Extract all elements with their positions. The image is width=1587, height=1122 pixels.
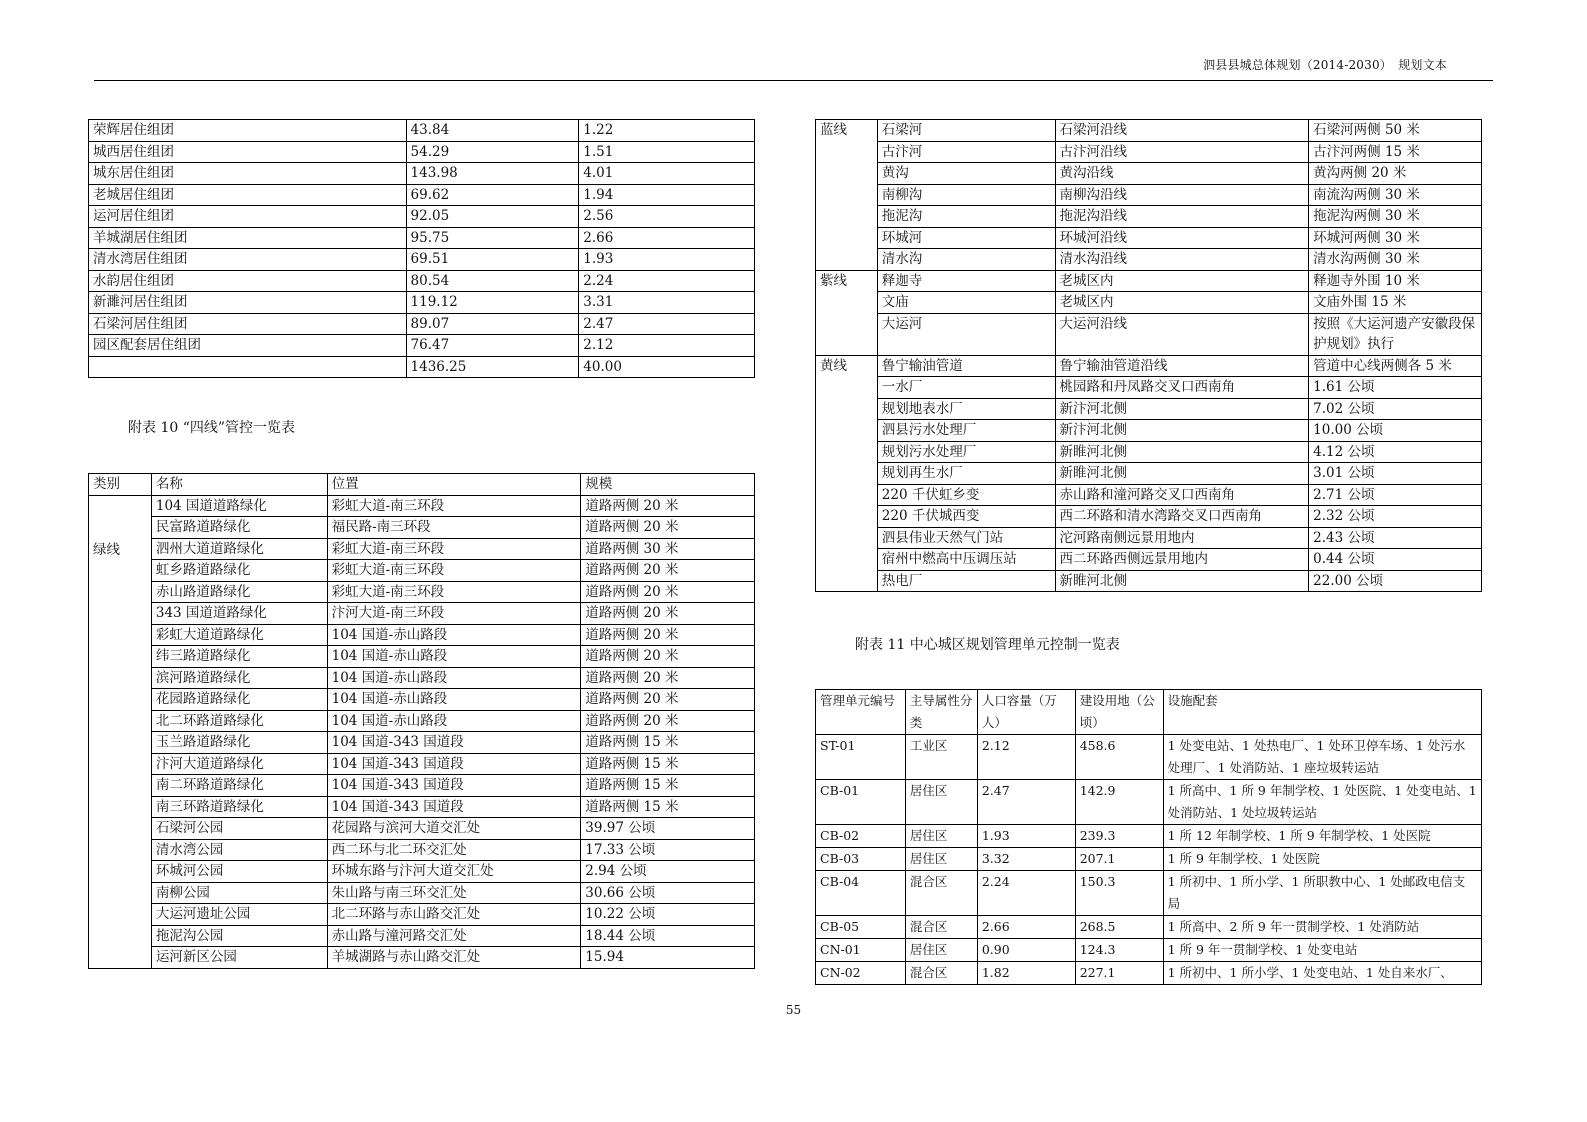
table-row bbox=[89, 689, 755, 711]
table-row bbox=[816, 962, 1482, 985]
name-cell: 石梁河公园 bbox=[151, 818, 327, 840]
table-row bbox=[816, 184, 1482, 206]
table-row bbox=[816, 249, 1482, 271]
table-row bbox=[816, 506, 1482, 528]
location-cell: 104 国道-赤山路段 bbox=[327, 710, 581, 732]
table-row bbox=[89, 861, 755, 883]
name-cell: 大运河 bbox=[877, 313, 1055, 355]
location-cell: 石梁河沿线 bbox=[1055, 120, 1309, 142]
table-row bbox=[89, 270, 755, 292]
scale-cell: 古汴河两侧 15 米 bbox=[1309, 141, 1482, 163]
scale-cell: 道路两侧 30 米 bbox=[581, 538, 755, 560]
table-row bbox=[89, 538, 755, 560]
area-cell: 89.07 bbox=[406, 313, 579, 335]
area-cell: 92.05 bbox=[406, 206, 579, 228]
name-cell: 220 千伏城西变 bbox=[877, 506, 1055, 528]
percent-cell: 1.22 bbox=[579, 120, 755, 142]
location-cell: 104 国道-赤山路段 bbox=[327, 646, 581, 668]
table-row bbox=[89, 667, 755, 689]
location-cell: 花园路与滨河大道交汇处 bbox=[327, 818, 581, 840]
area-cell: 69.62 bbox=[406, 184, 579, 206]
scale-cell: 道路两侧 20 米 bbox=[581, 689, 755, 711]
table-row bbox=[89, 646, 755, 668]
name-cell: 汴河大道道路绿化 bbox=[151, 753, 327, 775]
location-cell: 西二环路西侧远景用地内 bbox=[1055, 549, 1309, 571]
table-row bbox=[89, 249, 755, 271]
table-row bbox=[89, 753, 755, 775]
area-cell: 80.54 bbox=[406, 270, 579, 292]
population-cell: 1.82 bbox=[977, 962, 1075, 985]
name-cell: 虹乡路道路绿化 bbox=[151, 560, 327, 582]
table-row bbox=[816, 871, 1482, 916]
table-row bbox=[89, 710, 755, 732]
table-row bbox=[816, 398, 1482, 420]
location-cell: 104 国道-赤山路段 bbox=[327, 689, 581, 711]
header-name: 名称 bbox=[151, 474, 327, 496]
location-cell: 环城河沿线 bbox=[1055, 227, 1309, 249]
table-row bbox=[816, 549, 1482, 571]
table-row bbox=[89, 313, 755, 335]
attribute-cell: 居住区 bbox=[905, 780, 977, 825]
location-cell: 汴河大道-南三环段 bbox=[327, 603, 581, 625]
table-row bbox=[816, 141, 1482, 163]
name-cell: 南柳沟 bbox=[877, 184, 1055, 206]
table-row bbox=[816, 939, 1482, 962]
name-cell: 热电厂 bbox=[877, 570, 1055, 592]
scale-cell: 南流沟两侧 30 米 bbox=[1309, 184, 1482, 206]
table-row bbox=[816, 848, 1482, 871]
header-facilities: 设施配套 bbox=[1163, 690, 1481, 735]
location-cell: 朱山路与南三环交汇处 bbox=[327, 882, 581, 904]
unit-id-cell: CB-02 bbox=[816, 825, 906, 848]
location-cell: 彩虹大道-南三环段 bbox=[327, 538, 581, 560]
location-cell: 环城东路与汴河大道交汇处 bbox=[327, 861, 581, 883]
location-cell: 古汴河沿线 bbox=[1055, 141, 1309, 163]
scale-cell: 环城河两侧 30 米 bbox=[1309, 227, 1482, 249]
unit-id-cell: CB-05 bbox=[816, 916, 906, 939]
name-cell: 清水湾公园 bbox=[151, 839, 327, 861]
attribute-cell: 混合区 bbox=[905, 916, 977, 939]
land-cell: 142.9 bbox=[1075, 780, 1163, 825]
unit-id-cell: CN-02 bbox=[816, 962, 906, 985]
category-cell: 黄线 bbox=[816, 355, 878, 592]
scale-cell: 2.43 公顷 bbox=[1309, 527, 1482, 549]
table-row bbox=[816, 292, 1482, 314]
land-cell: 458.6 bbox=[1075, 735, 1163, 780]
table-row bbox=[89, 882, 755, 904]
location-cell: 赤山路和潼河路交叉口西南角 bbox=[1055, 484, 1309, 506]
header-land: 建设用地（公顷） bbox=[1075, 690, 1163, 735]
name-cell: 大运河遗址公园 bbox=[151, 904, 327, 926]
table-row bbox=[89, 947, 755, 969]
scale-cell: 4.12 公顷 bbox=[1309, 441, 1482, 463]
name-cell: 释迦寺 bbox=[877, 270, 1055, 292]
table-row bbox=[89, 603, 755, 625]
land-cell: 150.3 bbox=[1075, 871, 1163, 916]
scale-cell: 10.00 公顷 bbox=[1309, 420, 1482, 442]
location-cell: 104 国道-343 国道段 bbox=[327, 796, 581, 818]
scale-cell: 22.00 公顷 bbox=[1309, 570, 1482, 592]
scale-cell: 拖泥沟两侧 30 米 bbox=[1309, 206, 1482, 228]
table-row bbox=[816, 825, 1482, 848]
location-cell: 羊城湖路与赤山路交汇处 bbox=[327, 947, 581, 969]
location-cell: 104 国道-赤山路段 bbox=[327, 624, 581, 646]
scale-cell: 文庙外围 15 米 bbox=[1309, 292, 1482, 314]
scale-cell: 2.71 公顷 bbox=[1309, 484, 1482, 506]
location-cell: 大运河沿线 bbox=[1055, 313, 1309, 355]
name-cell: 规划地表水厂 bbox=[877, 398, 1055, 420]
name-cell: 220 千伏虹乡变 bbox=[877, 484, 1055, 506]
facilities-cell: 1 所 9 年一贯制学校、1 处变电站 bbox=[1163, 939, 1481, 962]
residential-groups-table bbox=[88, 119, 755, 378]
scale-cell: 清水沟两侧 30 米 bbox=[1309, 249, 1482, 271]
table-row bbox=[816, 916, 1482, 939]
group-name-cell: 新濉河居住组团 bbox=[89, 292, 407, 314]
group-name-cell: 荣辉居住组团 bbox=[89, 120, 407, 142]
location-cell: 104 国道-343 国道段 bbox=[327, 775, 581, 797]
scale-cell: 石梁河两侧 50 米 bbox=[1309, 120, 1482, 142]
location-cell: 104 国道-赤山路段 bbox=[327, 667, 581, 689]
percent-cell: 2.12 bbox=[579, 335, 755, 357]
population-cell: 2.66 bbox=[977, 916, 1075, 939]
table-row bbox=[816, 377, 1482, 399]
table-row bbox=[89, 517, 755, 539]
group-name-cell: 水韵居住组团 bbox=[89, 270, 407, 292]
group-name-cell: 运河居住组团 bbox=[89, 206, 407, 228]
facilities-cell: 1 所初中、1 所小学、1 处变电站、1 处自来水厂、 bbox=[1163, 962, 1481, 985]
category-cell: 绿线 bbox=[89, 495, 152, 968]
scale-cell: 道路两侧 15 米 bbox=[581, 775, 755, 797]
name-cell: 鲁宁输油管道 bbox=[877, 355, 1055, 377]
percent-cell: 1.93 bbox=[579, 249, 755, 271]
table-row bbox=[89, 818, 755, 840]
scale-cell: 道路两侧 15 米 bbox=[581, 796, 755, 818]
scale-cell: 10.22 公顷 bbox=[581, 904, 755, 926]
percent-cell: 4.01 bbox=[579, 163, 755, 185]
group-name-cell: 羊城湖居住组团 bbox=[89, 227, 407, 249]
name-cell: 赤山路道路绿化 bbox=[151, 581, 327, 603]
name-cell: 泗县污水处理厂 bbox=[877, 420, 1055, 442]
table-row bbox=[89, 292, 755, 314]
table-row bbox=[89, 120, 755, 142]
table-row bbox=[816, 270, 1482, 292]
scale-cell: 39.97 公顷 bbox=[581, 818, 755, 840]
table-row bbox=[89, 904, 755, 926]
land-cell: 239.3 bbox=[1075, 825, 1163, 848]
table-row bbox=[816, 420, 1482, 442]
location-cell: 鲁宁输油管道沿线 bbox=[1055, 355, 1309, 377]
location-cell: 西二环与北二环交汇处 bbox=[327, 839, 581, 861]
land-cell: 227.1 bbox=[1075, 962, 1163, 985]
name-cell: 花园路道路绿化 bbox=[151, 689, 327, 711]
population-cell: 2.12 bbox=[977, 735, 1075, 780]
scale-cell: 道路两侧 15 米 bbox=[581, 753, 755, 775]
facilities-cell: 1 所 9 年制学校、1 处医院 bbox=[1163, 848, 1481, 871]
table11-caption: 附表 11 中心城区规划管理单元控制一览表 bbox=[855, 637, 1120, 653]
location-cell: 老城区内 bbox=[1055, 270, 1309, 292]
attribute-cell: 混合区 bbox=[905, 871, 977, 916]
name-cell: 纬三路道路绿化 bbox=[151, 646, 327, 668]
area-cell: 1436.25 bbox=[406, 356, 579, 378]
name-cell: 泗县伟业天然气门站 bbox=[877, 527, 1055, 549]
table-row bbox=[816, 570, 1482, 592]
location-cell: 拖泥沟沿线 bbox=[1055, 206, 1309, 228]
name-cell: 南三环路道路绿化 bbox=[151, 796, 327, 818]
land-cell: 124.3 bbox=[1075, 939, 1163, 962]
percent-cell: 40.00 bbox=[579, 356, 755, 378]
table-row bbox=[89, 560, 755, 582]
name-cell: 环城河公园 bbox=[151, 861, 327, 883]
scale-cell: 管道中心线两侧各 5 米 bbox=[1309, 355, 1482, 377]
scale-cell: 道路两侧 20 米 bbox=[581, 624, 755, 646]
unit-id-cell: CN-01 bbox=[816, 939, 906, 962]
name-cell: 北二环路道路绿化 bbox=[151, 710, 327, 732]
location-cell: 新汴河北侧 bbox=[1055, 398, 1309, 420]
group-name-cell: 清水湾居住组团 bbox=[89, 249, 407, 271]
table-row bbox=[89, 495, 755, 517]
header-attribute: 主导属性分类 bbox=[905, 690, 977, 735]
location-cell: 北二环路与赤山路交汇处 bbox=[327, 904, 581, 926]
table-row bbox=[89, 227, 755, 249]
four-lines-continued-table bbox=[815, 119, 1482, 592]
name-cell: 石梁河 bbox=[877, 120, 1055, 142]
header-unit-id: 管理单元编号 bbox=[816, 690, 906, 735]
name-cell: 滨河路道路绿化 bbox=[151, 667, 327, 689]
scale-cell: 17.33 公顷 bbox=[581, 839, 755, 861]
name-cell: 古汴河 bbox=[877, 141, 1055, 163]
name-cell: 南二环路道路绿化 bbox=[151, 775, 327, 797]
percent-cell: 2.47 bbox=[579, 313, 755, 335]
facilities-cell: 1 所高中、1 所 9 年制学校、1 处医院、1 处变电站、1 处消防站、1 处垃圾转运站 bbox=[1163, 780, 1481, 825]
table-row bbox=[816, 527, 1482, 549]
population-cell: 2.47 bbox=[977, 780, 1075, 825]
land-cell: 268.5 bbox=[1075, 916, 1163, 939]
name-cell: 宿州中燃高中压调压站 bbox=[877, 549, 1055, 571]
location-cell: 桃园路和丹凤路交叉口西南角 bbox=[1055, 377, 1309, 399]
management-units-table bbox=[815, 689, 1482, 985]
location-cell: 沱河路南侧远景用地内 bbox=[1055, 527, 1309, 549]
four-lines-table bbox=[88, 473, 755, 969]
header-scale: 规模 bbox=[581, 474, 755, 496]
attribute-cell: 工业区 bbox=[905, 735, 977, 780]
facilities-cell: 1 所高中、2 所 9 年一贯制学校、1 处消防站 bbox=[1163, 916, 1481, 939]
scale-cell: 7.02 公顷 bbox=[1309, 398, 1482, 420]
name-cell: 一水厂 bbox=[877, 377, 1055, 399]
scale-cell: 道路两侧 20 米 bbox=[581, 581, 755, 603]
table-row bbox=[816, 441, 1482, 463]
group-name-cell: 园区配套居住组团 bbox=[89, 335, 407, 357]
table-row bbox=[89, 141, 755, 163]
location-cell: 南柳沟沿线 bbox=[1055, 184, 1309, 206]
percent-cell: 3.31 bbox=[579, 292, 755, 314]
location-cell: 西二环路和清水湾路交叉口西南角 bbox=[1055, 506, 1309, 528]
name-cell: 民富路道路绿化 bbox=[151, 517, 327, 539]
table-row bbox=[816, 313, 1482, 355]
location-cell: 彩虹大道-南三环段 bbox=[327, 495, 581, 517]
scale-cell: 黄沟两侧 20 米 bbox=[1309, 163, 1482, 185]
header-location: 位置 bbox=[327, 474, 581, 496]
name-cell: 泗州大道道路绿化 bbox=[151, 538, 327, 560]
location-cell: 104 国道-343 国道段 bbox=[327, 753, 581, 775]
unit-id-cell: CB-04 bbox=[816, 871, 906, 916]
facilities-cell: 1 所初中、1 所小学、1 所职教中心、1 处邮政电信支局 bbox=[1163, 871, 1481, 916]
header-category: 类别 bbox=[89, 474, 152, 496]
table-row bbox=[816, 227, 1482, 249]
scale-cell: 2.94 公顷 bbox=[581, 861, 755, 883]
percent-cell: 2.56 bbox=[579, 206, 755, 228]
facilities-cell: 1 所 12 年制学校、1 所 9 年制学校、1 处医院 bbox=[1163, 825, 1481, 848]
location-cell: 清水沟沿线 bbox=[1055, 249, 1309, 271]
unit-id-cell: ST-01 bbox=[816, 735, 906, 780]
name-cell: 黄沟 bbox=[877, 163, 1055, 185]
table-row bbox=[89, 796, 755, 818]
scale-cell: 道路两侧 20 米 bbox=[581, 495, 755, 517]
scale-cell: 1.61 公顷 bbox=[1309, 377, 1482, 399]
location-cell: 104 国道-343 国道段 bbox=[327, 732, 581, 754]
percent-cell: 2.24 bbox=[579, 270, 755, 292]
table-row bbox=[816, 735, 1482, 780]
scale-cell: 道路两侧 20 米 bbox=[581, 667, 755, 689]
location-cell: 彩虹大道-南三环段 bbox=[327, 581, 581, 603]
name-cell: 彩虹大道道路绿化 bbox=[151, 624, 327, 646]
group-name-cell: 城东居住组团 bbox=[89, 163, 407, 185]
location-cell: 新睢河北侧 bbox=[1055, 441, 1309, 463]
area-cell: 95.75 bbox=[406, 227, 579, 249]
table-row bbox=[89, 356, 755, 378]
name-cell: 环城河 bbox=[877, 227, 1055, 249]
location-cell: 新睢河北侧 bbox=[1055, 570, 1309, 592]
name-cell: 文庙 bbox=[877, 292, 1055, 314]
location-cell: 彩虹大道-南三环段 bbox=[327, 560, 581, 582]
facilities-cell: 1 处变电站、1 处热电厂、1 处环卫停车场、1 处污水处理厂、1 处消防站、1 座垃圾转运站 bbox=[1163, 735, 1481, 780]
scale-cell: 道路两侧 20 米 bbox=[581, 603, 755, 625]
land-cell: 207.1 bbox=[1075, 848, 1163, 871]
table-row bbox=[89, 775, 755, 797]
table-row bbox=[89, 184, 755, 206]
group-name-cell: 石梁河居住组团 bbox=[89, 313, 407, 335]
population-cell: 1.93 bbox=[977, 825, 1075, 848]
table10-caption: 附表 10 “四线”管控一览表 bbox=[128, 420, 296, 436]
location-cell: 老城区内 bbox=[1055, 292, 1309, 314]
scale-cell: 3.01 公顷 bbox=[1309, 463, 1482, 485]
percent-cell: 1.51 bbox=[579, 141, 755, 163]
group-name-cell bbox=[89, 356, 407, 378]
name-cell: 运河新区公园 bbox=[151, 947, 327, 969]
area-cell: 76.47 bbox=[406, 335, 579, 357]
name-cell: 343 国道道路绿化 bbox=[151, 603, 327, 625]
unit-id-cell: CB-01 bbox=[816, 780, 906, 825]
area-cell: 43.84 bbox=[406, 120, 579, 142]
population-cell: 0.90 bbox=[977, 939, 1075, 962]
scale-cell: 道路两侧 20 米 bbox=[581, 710, 755, 732]
name-cell: 104 国道道路绿化 bbox=[151, 495, 327, 517]
scale-cell: 18.44 公顷 bbox=[581, 925, 755, 947]
scale-cell: 按照《大运河遗产安徽段保护规划》执行 bbox=[1309, 313, 1482, 355]
group-name-cell: 城西居住组团 bbox=[89, 141, 407, 163]
category-cell: 紫线 bbox=[816, 270, 878, 355]
scale-cell: 释迦寺外围 10 米 bbox=[1309, 270, 1482, 292]
attribute-cell: 混合区 bbox=[905, 962, 977, 985]
table-row bbox=[89, 163, 755, 185]
table-row bbox=[89, 335, 755, 357]
page-number: 55 bbox=[785, 1003, 802, 1017]
name-cell: 拖泥沟 bbox=[877, 206, 1055, 228]
header-rule bbox=[94, 80, 1493, 81]
category-cell: 蓝线 bbox=[816, 120, 878, 271]
attribute-cell: 居住区 bbox=[905, 848, 977, 871]
table-header-row bbox=[89, 474, 755, 496]
scale-cell: 道路两侧 20 米 bbox=[581, 646, 755, 668]
table-row bbox=[89, 925, 755, 947]
name-cell: 拖泥沟公园 bbox=[151, 925, 327, 947]
area-cell: 119.12 bbox=[406, 292, 579, 314]
location-cell: 新汴河北侧 bbox=[1055, 420, 1309, 442]
table-row bbox=[816, 463, 1482, 485]
population-cell: 2.24 bbox=[977, 871, 1075, 916]
table-row bbox=[89, 581, 755, 603]
table-row bbox=[89, 839, 755, 861]
table-row bbox=[816, 163, 1482, 185]
table-row bbox=[89, 732, 755, 754]
table-header-row bbox=[816, 690, 1482, 735]
name-cell: 玉兰路道路绿化 bbox=[151, 732, 327, 754]
attribute-cell: 居住区 bbox=[905, 825, 977, 848]
name-cell: 南柳公园 bbox=[151, 882, 327, 904]
unit-id-cell: CB-03 bbox=[816, 848, 906, 871]
scale-cell: 15.94 bbox=[581, 947, 755, 969]
scale-cell: 道路两侧 15 米 bbox=[581, 732, 755, 754]
location-cell: 赤山路与潼河路交汇处 bbox=[327, 925, 581, 947]
percent-cell: 1.94 bbox=[579, 184, 755, 206]
table-row bbox=[89, 206, 755, 228]
location-cell: 福民路-南三环段 bbox=[327, 517, 581, 539]
area-cell: 143.98 bbox=[406, 163, 579, 185]
percent-cell: 2.66 bbox=[579, 227, 755, 249]
group-name-cell: 老城居住组团 bbox=[89, 184, 407, 206]
location-cell: 新睢河北侧 bbox=[1055, 463, 1309, 485]
scale-cell: 30.66 公顷 bbox=[581, 882, 755, 904]
scale-cell: 0.44 公顷 bbox=[1309, 549, 1482, 571]
table-row bbox=[816, 780, 1482, 825]
table-row bbox=[816, 355, 1482, 377]
table-row bbox=[816, 484, 1482, 506]
name-cell: 清水沟 bbox=[877, 249, 1055, 271]
header-population: 人口容量（万人） bbox=[977, 690, 1075, 735]
name-cell: 规划再生水厂 bbox=[877, 463, 1055, 485]
attribute-cell: 居住区 bbox=[905, 939, 977, 962]
area-cell: 69.51 bbox=[406, 249, 579, 271]
table-row bbox=[816, 120, 1482, 142]
scale-cell: 道路两侧 20 米 bbox=[581, 517, 755, 539]
area-cell: 54.29 bbox=[406, 141, 579, 163]
table-row bbox=[816, 206, 1482, 228]
population-cell: 3.32 bbox=[977, 848, 1075, 871]
scale-cell: 道路两侧 20 米 bbox=[581, 560, 755, 582]
location-cell: 黄沟沿线 bbox=[1055, 163, 1309, 185]
table-row bbox=[89, 624, 755, 646]
scale-cell: 2.32 公顷 bbox=[1309, 506, 1482, 528]
name-cell: 规划污水处理厂 bbox=[877, 441, 1055, 463]
document-header-title: 泗县县城总体规划（2014-2030） 规划文本 bbox=[1203, 58, 1447, 72]
